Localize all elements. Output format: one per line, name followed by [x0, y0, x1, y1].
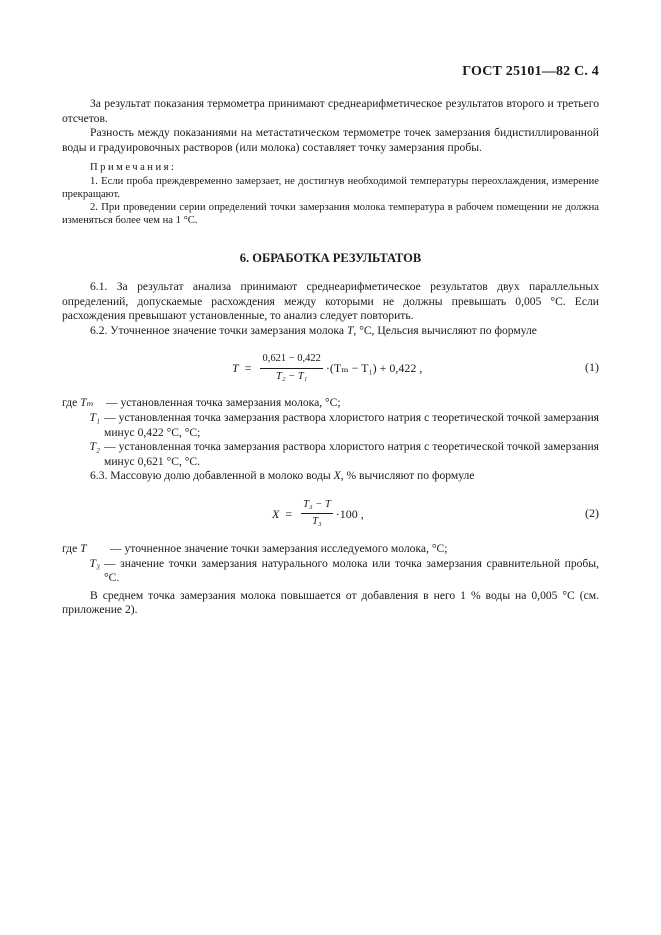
formula-1-lhs: T [232, 361, 239, 376]
formula-1-rest: ·(Tₘ − T₁) + 0,422 , [325, 361, 423, 376]
paragraph-difference: Разность между показаниями на метастатическом термометре точек замерзания бидистиллированной воды и градуировочных растворов (или молока) составляет точку замерзания пробы. [62, 126, 599, 154]
definition-text: — значение точки замерзания натурального молока или точка замерзания сравнительной пробы, °С. [104, 556, 599, 585]
definition-text: — установленная точка замерзания молока, °С; [106, 396, 341, 410]
formula-1-eq: = [244, 361, 252, 376]
paragraph-6-2: 6.2. Уточненное значение точки замерзания молока Т, °С, Цельсия вычисляют по формуле [90, 323, 537, 337]
definition-symbol: T₁ [89, 410, 100, 424]
notes-block [62, 161, 599, 227]
section-title: 6. ОБРАБОТКА РЕЗУЛЬТАТОВ [239, 251, 422, 266]
formula-2-number: (2) [585, 505, 599, 520]
formula-1-numerator: 0,621 − 0,422 [260, 352, 322, 369]
note-2: 2. При проведении серии определений точки замерзания молока температура в рабочем помещении не должна изменяться более чем на 1 °С. [62, 201, 599, 227]
formula-2-denominator: T₃ [312, 516, 322, 528]
paragraph-6-3: 6.3. Массовую долю добавленной в молоко воды X, % вычисляют по формуле [90, 469, 475, 483]
paragraph-6-1: 6.1. За результат анализа принимают среднеарифметическое результатов двух параллельных определений, допускаемые расхождения между которыми не должны превышать 0,005 °С. Если расхождения превышают установленные, то анализ следует повторить. [62, 279, 599, 323]
definition-text: — установленная точка замерзания раствора хлористого натрия с теоретической точкой замерзания минус 0,422 °С, °С; [104, 410, 599, 439]
formula-1-fraction [260, 352, 322, 384]
definition-text: — уточненное значение точки замерзания исследуемого молока, °С; [110, 541, 448, 555]
definition-row [62, 557, 599, 586]
page-header: ГОСТ 25101—82 С. 4 [462, 64, 599, 79]
page-body [62, 97, 599, 618]
notes-heading: Примечания: [90, 162, 177, 174]
definition-row [62, 411, 599, 440]
formula-2-eq: = [285, 506, 293, 521]
paragraph-result-reading: За результат показания термометра принимают среднеарифметическое результатов второго и третьего отсчетов. [62, 97, 599, 125]
definition-row: где T — уточненное значение точки замерзания исследуемого молока, °С; [62, 542, 599, 557]
definition-row [62, 440, 599, 469]
definition-symbol: Tₘ [80, 396, 94, 410]
formula-2-numerator: T₃ − T [301, 498, 333, 515]
formula-2 [62, 496, 599, 534]
formula-2-lhs: X [272, 506, 280, 521]
definition-symbol: T [80, 541, 87, 555]
formula-2-fraction [301, 498, 333, 530]
definition-symbol: T₃ [89, 556, 100, 570]
note-1: 1. Если проба преждевременно замерзает, не достигнув необходимой температуры переохлаждения, измерение прекращают. [62, 175, 599, 200]
definition-row: где Tₘ — установленная точка замерзания молока, °С; [62, 396, 599, 411]
formula-1-number: (1) [585, 360, 599, 375]
formula-2-rest: ·100 , [335, 506, 364, 521]
formula-1 [62, 350, 599, 388]
definitions-1 [62, 396, 599, 469]
definition-symbol: T₂ [89, 440, 100, 454]
definition-text: — установленная точка замерзания раствора хлористого натрия с теоретической точкой замерзания минус 0,621 °С, °С. [104, 440, 599, 468]
paragraph-final: В среднем точка замерзания молока повышается от добавления в него 1 % воды на 0,005 °С (см. приложение 2). [62, 588, 599, 617]
definitions-2 [62, 542, 599, 586]
formula-1-denominator: T₂ − T₁ [276, 370, 308, 382]
